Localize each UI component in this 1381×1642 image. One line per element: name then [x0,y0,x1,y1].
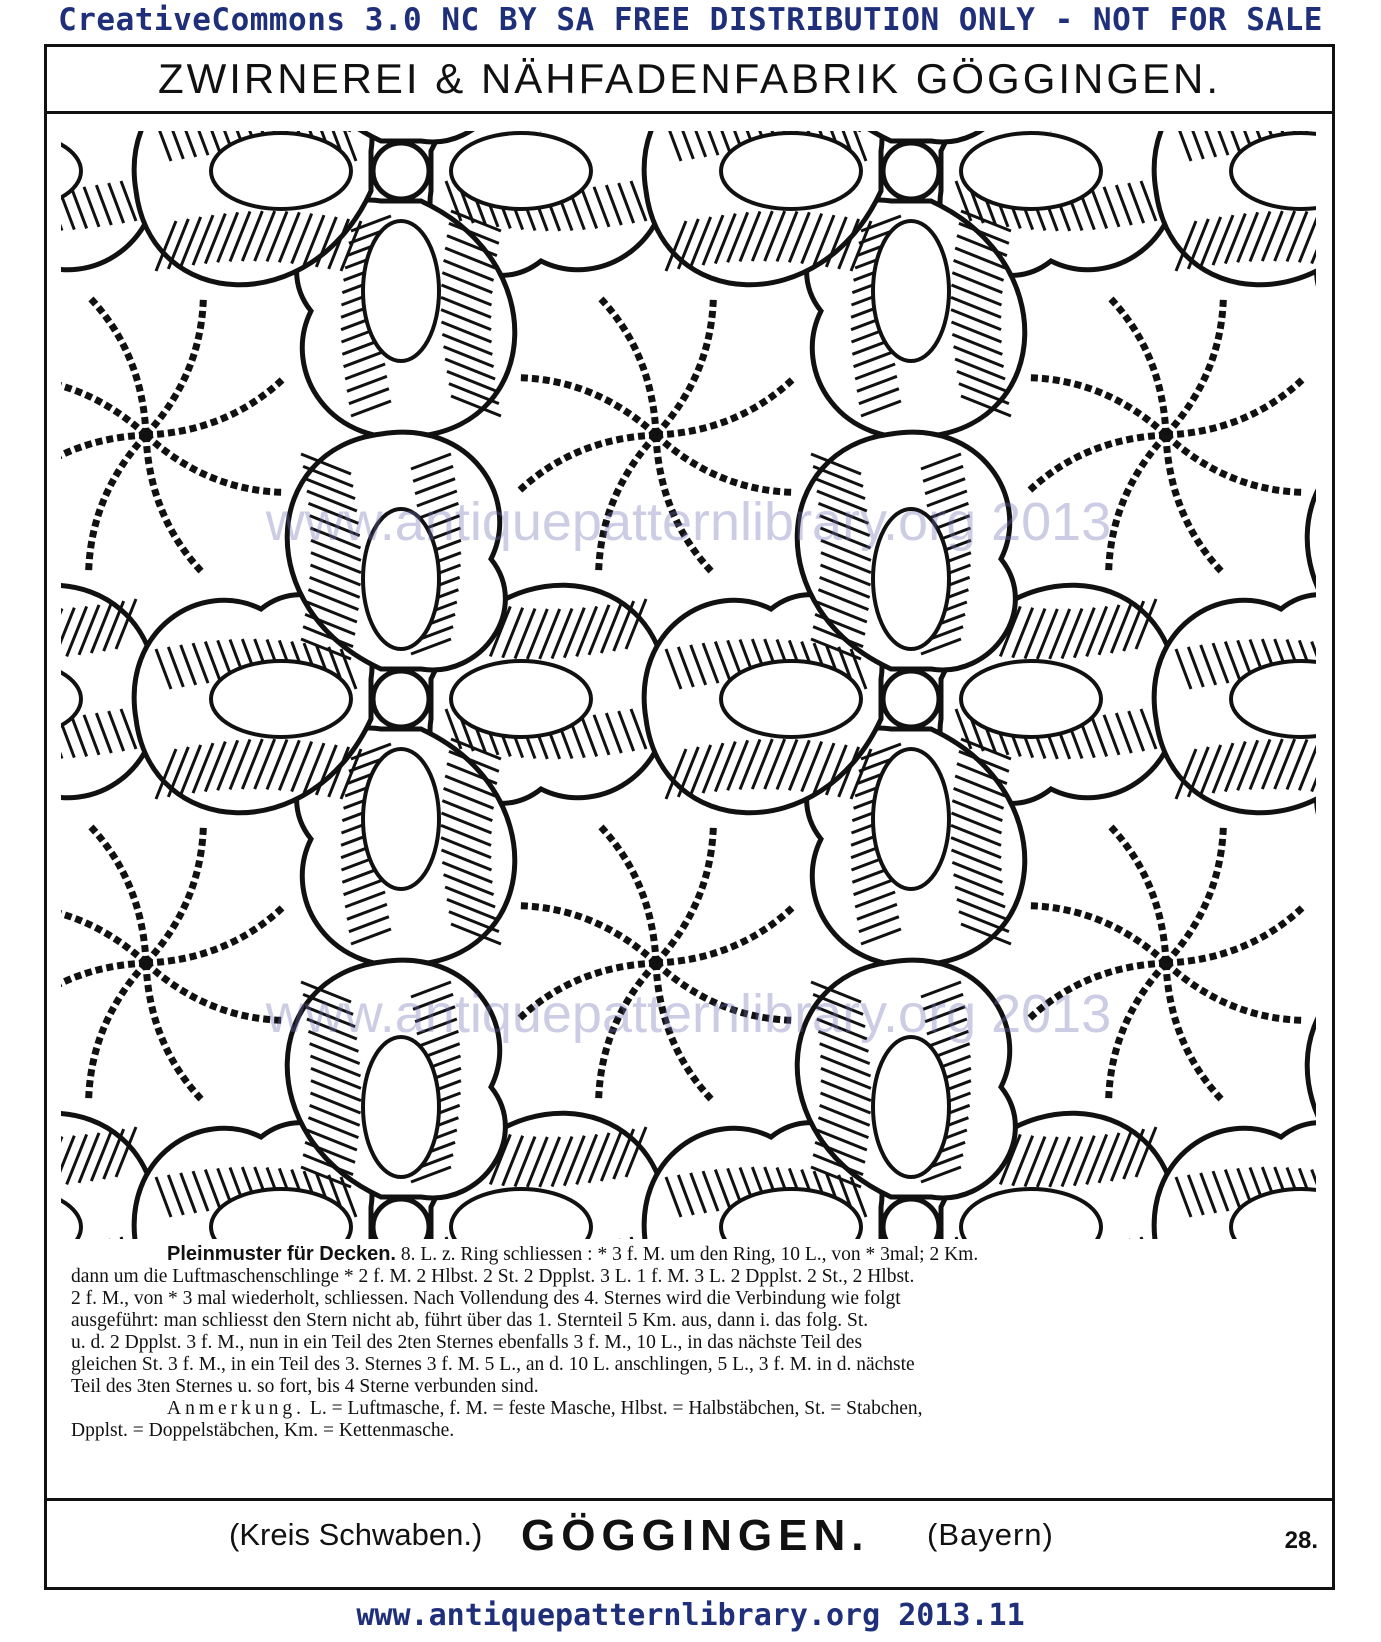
flower-petal [1154,131,1316,285]
flower-center-ring [373,1199,429,1239]
chain-connector [146,963,285,1020]
chain-connector [599,963,656,1102]
chain-connector [517,906,656,963]
chain-connector [89,435,146,574]
chain-connector [146,824,203,963]
flower-petal [797,960,1015,1198]
chain-connector [1166,824,1223,963]
chain-connector [1166,963,1305,1020]
instruction-line-4: ausgeführt: man schliesst den Stern nicht ab, führt über das 1. Sternteil 5 Km. aus, dann i. das folg. St. [71,1310,869,1331]
page-frame [44,44,1335,1590]
instruction-text-1: 8. L. z. Ring schliessen : * 3 f. M. um den Ring, 10 L., von * 3mal; 2 Km. [400,1244,979,1265]
chain-connector [1166,296,1223,435]
petal-opening [961,661,1101,737]
chain-connector [61,963,146,1020]
star-knot [140,429,152,441]
footer-region-left: (Kreis Schwaben.) [229,1517,483,1552]
source-url-banner: www.antiquepatternlibrary.org 2013.11 [356,1598,1025,1633]
instruction-line-1 [71,1243,1311,1266]
petal-opening [211,133,351,209]
petal-opening [873,221,949,361]
footer-town: GÖGGINGEN. [521,1511,870,1560]
note-line-2: Dpplst. = Doppelstäbchen, Km. = Kettenmasche. [71,1420,455,1441]
watermark-1: www.antiquepatternlibrary.org 2013 [265,492,1112,552]
star-knot [650,957,662,969]
flower-petal [1154,1123,1316,1239]
petal-opening [873,749,949,889]
header-band [47,47,1332,114]
chain-connector [61,906,146,963]
petal-opening [363,221,439,361]
header-title: ZWIRNEREI & NÄHFADENFABRIK GÖGGINGEN. [157,55,1222,102]
note-line-1 [71,1398,1311,1420]
crochet-illustration [61,131,1316,1239]
license-banner: CreativeCommons 3.0 NC BY SA FREE DISTRIBUTION ONLY - NOT FOR SALE [58,2,1323,38]
note-text: L. = Luftmasche, f. M. = feste Masche, Hlbst. = Halbstäbchen, St. = Stabchen, [309,1398,923,1419]
chain-connector [1027,378,1166,435]
instruction-line-2: dann um die Luftmaschenschlinge * 2 f. M. 2 Hlbst. 2 St. 2 Dpplst. 3 L. 1 f. M. 3 L. 2 Dpplst. 2 St., 2 Hlbst. [71,1266,915,1287]
petal-opening [451,133,591,209]
petal-opening [363,749,439,889]
footer-band [47,1498,1332,1587]
chain-connector [517,378,656,435]
chain-connector [1109,963,1166,1102]
star-knot [1160,957,1172,969]
chain-connector [656,824,713,963]
petal-opening [721,133,861,209]
flower-petal [797,432,1015,670]
chain-connector [146,435,285,492]
petal-opening [363,509,439,649]
flower-center-ring [883,671,939,727]
footer-region-right: (Bayern) [927,1517,1054,1552]
flower-center-ring [883,1199,939,1239]
star-knot [140,957,152,969]
chain-connector [89,963,146,1102]
chain-connector [656,435,795,492]
watermark-2: www.antiquepatternlibrary.org 2013 [265,984,1112,1044]
chain-connector [599,435,656,574]
petal-opening [961,133,1101,209]
petal-opening [363,1037,439,1177]
petal-opening [451,661,591,737]
petal-opening [873,1037,949,1177]
chain-connector [1166,435,1305,492]
star-knot [1160,429,1172,441]
lace-pattern-image [61,131,1316,1239]
petal-opening [211,661,351,737]
chain-connector [1109,435,1166,574]
instruction-line-3: 2 f. M., von * 3 mal wiederholt, schliessen. Nach Vollendung des 4. Sternes wird die Verbindung wie folgt [71,1288,901,1309]
chain-connector [1027,906,1166,963]
page-number: 28. [1284,1527,1318,1554]
pattern-instructions [71,1243,1311,1442]
chain-connector [146,296,203,435]
flower-petal [287,960,505,1198]
note-label: Anmerkung. [167,1398,306,1419]
instruction-line-6: gleichen St. 3 f. M., in ein Teil des 3. Sternes 3 f. M. 5 L., an d. 10 L. anschlingen, 5 L., 3 f. M. in d. nächste [71,1354,915,1375]
instruction-line-7: Teil des 3ten Sternes u. so fort, bis 4 Sterne verbunden sind. [71,1376,539,1397]
petal-opening [873,509,949,649]
star-knot [650,429,662,441]
petal-opening [721,661,861,737]
flower-petal [287,432,505,670]
flower-center-ring [373,671,429,727]
pattern-heading: Pleinmuster für Decken. [167,1243,396,1265]
chain-connector [656,963,795,1020]
chain-connector [656,296,713,435]
flower-petal [1154,595,1316,813]
chain-connector [61,435,146,492]
instruction-line-5: u. d. 2 Dpplst. 3 f. M., nun in ein Teil des 2ten Sternes ebenfalls 3 f. M., 10 L., in das nächste Teil des [71,1332,863,1353]
flower-center-ring [883,143,939,199]
chain-connector [61,378,146,435]
flower-center-ring [373,143,429,199]
